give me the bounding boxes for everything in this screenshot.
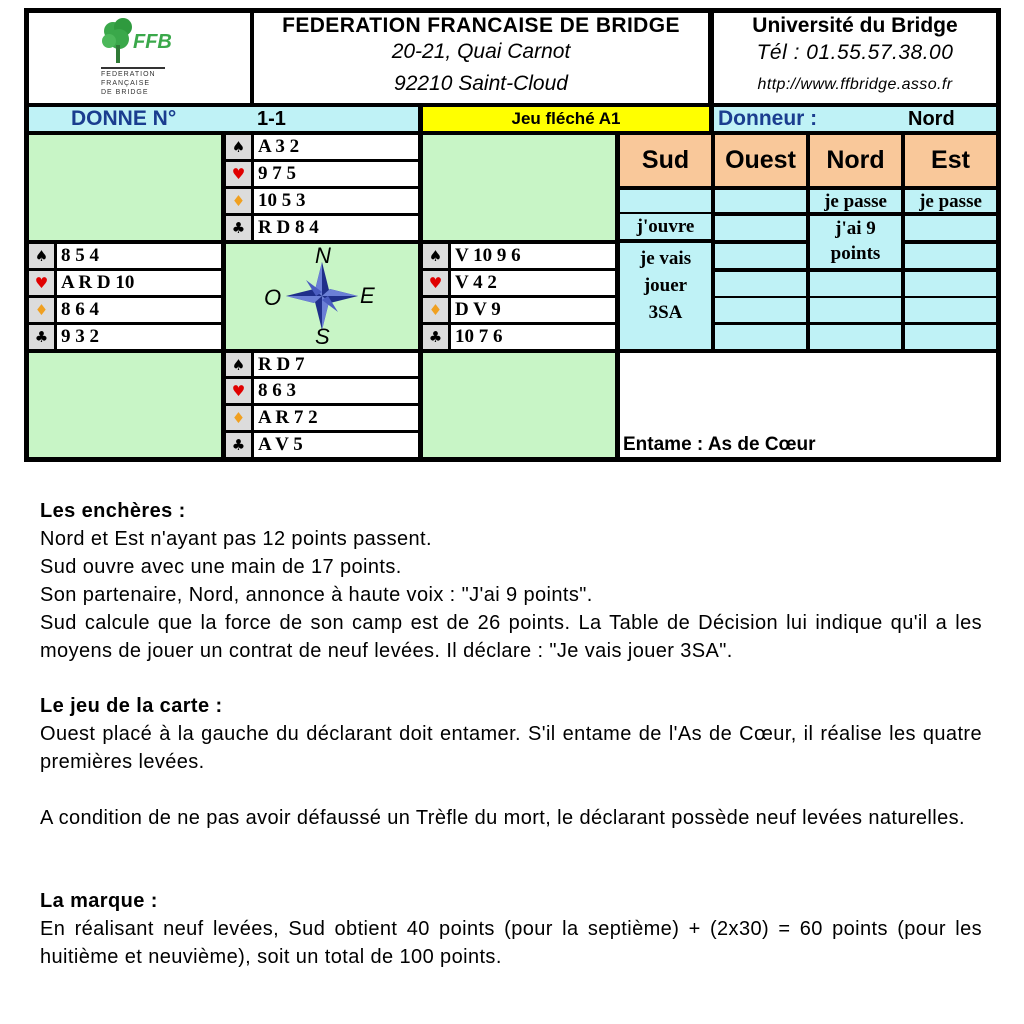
bid-cell [905,298,996,322]
spade-icon: ♠ [226,135,251,159]
north-spades: A 3 2 [254,135,418,159]
bid-cell [715,298,806,322]
heart-icon: ♥ [423,271,448,295]
encheres-section [40,497,982,665]
donne-cell [29,107,418,131]
jeu-paragraph-1: Ouest placé à la gauche du déclarant doit entamer. S'il entame de l'As de Cœur, il réalise les quatre premières levées. [40,723,982,773]
donneur-value: Nord [908,108,955,130]
north-clubs: R D 8 4 [254,216,418,240]
corner-sw [29,353,221,457]
bid-header-est: Est [905,135,996,186]
ffb-logo [99,17,179,99]
hand-south [226,353,418,457]
bid-cell [715,190,806,212]
marque-paragraph: En réalisant neuf levées, Sud obtient 40 points (pour la septième) + (2x30) = 60 points (pour les huitième et neuvième), soit un total de 100 points. [40,918,982,968]
west-spades: 8 5 4 [57,244,221,268]
bid-nord-1: je passe [810,190,901,212]
phone: Tél : 01.55.57.38.00 [756,41,954,64]
heart-icon: ♥ [29,271,54,295]
website-link[interactable]: http://www.ffbridge.asso.fr [757,76,953,93]
heart-icon: ♥ [226,379,251,403]
logo-sub-1: FEDERATION [101,71,156,78]
west-diamonds: 8 6 4 [57,298,221,322]
university-cell [714,13,996,103]
entame-cell [620,353,996,457]
hand-north [226,135,418,240]
bid-cell [810,298,901,322]
compass [226,244,418,349]
logo-ffb-text: FFB [133,31,172,53]
diamond-icon: ♦ [226,406,251,430]
bid-cell [810,272,901,296]
corner-ne [423,135,615,240]
west-clubs: 9 3 2 [57,325,221,349]
east-spades: V 10 9 6 [451,244,615,268]
jeu-title: Le jeu de la carte : [40,695,223,717]
south-spades: R D 7 [254,353,418,376]
corner-se [423,353,615,457]
address-line-1: 20-21, Quai Carnot [391,40,571,63]
spade-icon: ♠ [423,244,448,268]
east-clubs: 10 7 6 [451,325,615,349]
east-diamonds: D V 9 [451,298,615,322]
bid-header-nord: Nord [810,135,901,186]
north-diamonds: 10 5 3 [254,189,418,213]
bid-cell [810,325,901,349]
club-icon: ♣ [226,433,251,457]
diamond-icon: ♦ [226,189,251,213]
east-hearts: V 4 2 [451,271,615,295]
jeu-section [40,692,982,832]
bid-cell [620,190,711,212]
north-hearts: 9 7 5 [254,162,418,186]
encheres-line: Nord et Est n'ayant pas 12 points passent. [40,528,432,550]
spacer [40,776,982,804]
bid-cell [715,272,806,296]
compass-n: N [315,243,331,268]
encheres-line: Son partenaire, Nord, annonce à haute voix : "J'ai 9 points". [40,584,593,606]
bid-cell [905,272,996,296]
hand-west [29,244,221,349]
bid-sud-2: je vais jouer 3SA [620,243,711,349]
encheres-line: Sud ouvre avec une main de 17 points. [40,556,402,578]
bid-cell [905,325,996,349]
corner-nw [29,135,221,240]
bid-cell [715,244,806,268]
spade-icon: ♠ [226,353,251,376]
heart-icon: ♥ [226,162,251,186]
logo-rule [101,67,165,69]
address-line-2: 92210 Saint-Cloud [394,72,568,95]
logo-sub-3: DE BRIDGE [101,89,149,96]
bid-cell [905,216,996,240]
university-title: Université du Bridge [752,14,958,37]
club-icon: ♣ [423,325,448,349]
bid-cell [715,325,806,349]
bid-nord-2: j'ai 9 points [810,216,901,268]
donne-label: DONNE N° [71,107,177,130]
bid-header-ouest: Ouest [715,135,806,186]
club-icon: ♣ [29,325,54,349]
federation-cell [254,13,708,103]
club-icon: ♣ [226,216,251,240]
bid-cell [905,244,996,268]
entame-text: Entame : As de Cœur [623,434,816,455]
donneur-cell [714,107,996,131]
diamond-icon: ♦ [29,298,54,322]
south-diamonds: A R 7 2 [254,406,418,430]
donne-number: 1-1 [257,108,286,130]
bid-est-1: je passe [905,190,996,212]
jeu-paragraph-2: A condition de ne pas avoir défaussé un Trèfle du mort, le déclarant possède neuf levées naturelles. [40,807,965,829]
marque-section [40,887,982,971]
compass-s: S [315,324,330,349]
bid-header-sud: Sud [620,135,711,186]
compass-e: E [360,283,375,308]
logo-sub-2: FRANÇAISE [101,80,151,87]
marque-title: La marque : [40,890,158,912]
donneur-label: Donneur : [718,107,818,130]
bid-cell [715,216,806,240]
bid-sud-1: j'ouvre [620,214,711,239]
south-clubs: A V 5 [254,433,418,457]
logo-cell [29,13,250,103]
diamond-icon: ♦ [423,298,448,322]
west-hearts: A R D 10 [57,271,221,295]
game-title: Jeu fléché A1 [423,107,709,131]
south-hearts: 8 6 3 [254,379,418,403]
encheres-title: Les enchères : [40,500,186,522]
spade-icon: ♠ [29,244,54,268]
hand-east [423,244,615,349]
federation-title: FEDERATION FRANCAISE DE BRIDGE [282,14,680,37]
encheres-line: Sud calcule que la force de son camp est de 26 points. La Table de Décision lui indique qu'il a les moyens de jouer un contrat de neuf levées. Il déclare : "Je vais jouer 3SA". [40,612,982,662]
compass-o: O [264,285,282,310]
